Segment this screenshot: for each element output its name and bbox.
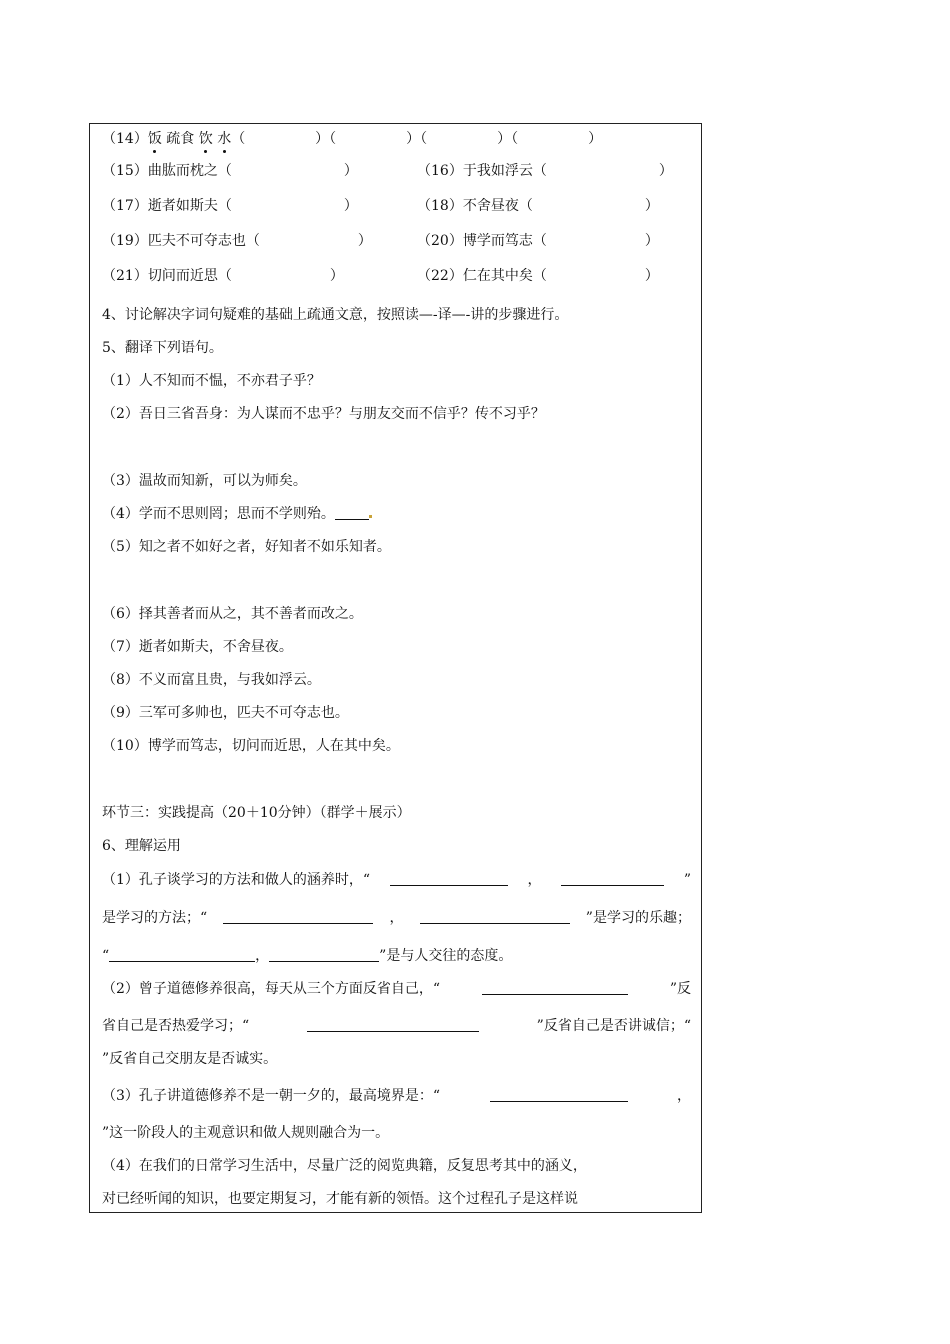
instruction-5: 5、翻译下列语句。	[102, 340, 223, 356]
vocab-item-18: （18）不舍昼夜（ ）	[417, 198, 659, 214]
question-4-line-1	[102, 1157, 691, 1175]
answer-blank[interactable]	[109, 947, 255, 962]
answer-parens: （ ）（ ）（ ）（ ）	[231, 131, 603, 147]
vocab-item-19: （19）匹夫不可夺志也（ ）	[102, 233, 372, 249]
question-4-line-2	[102, 1190, 691, 1208]
item-number: （14）	[102, 131, 148, 147]
sentence-3: （3）温故而知新，可以为师矣。	[102, 473, 307, 489]
question-text: ”反	[669, 981, 691, 997]
question-text: ”是学习的乐趣；	[585, 910, 691, 926]
vocab-item-15: （15）曲肱而枕之（ ）	[102, 163, 358, 179]
question-text: ”反省自己是否讲诚信；“	[536, 1018, 691, 1034]
vocab-item-21: （21）切问而近思（ ）	[102, 268, 344, 284]
sentence-8: （8）不义而富且贵，与我如浮云。	[102, 672, 321, 688]
question-text: （3）孔子讲道德修养不是一朝一夕的，最高境界是：“	[102, 1088, 441, 1104]
word: 疏食	[166, 131, 195, 147]
sentence-9: （9）三军可多帅也，匹夫不可夺志也。	[102, 705, 349, 721]
punct: ”	[683, 872, 691, 888]
dotted-char: 饭	[147, 131, 162, 147]
answer-blank[interactable]	[269, 947, 379, 962]
question-1-line-3	[102, 947, 512, 965]
answer-blank[interactable]	[490, 1087, 628, 1102]
answer-blank[interactable]	[390, 871, 508, 886]
question-text: 对已经听闻的知识，也要定期复习，才能有新的领悟。这个过程孔子是这样说	[102, 1191, 578, 1207]
sentence-7: （7）逝者如斯夫，不舍昼夜。	[102, 639, 293, 655]
sentence-text: （4）学而不思则罔；思而不学则殆。	[102, 506, 335, 522]
sentence-10: （10）博学而笃志，切问而近思，人在其中矣。	[102, 738, 400, 754]
punct: ，	[255, 948, 270, 964]
question-text: 是学习的方法；“	[102, 910, 208, 926]
section-3-heading: 环节三：实践提高（20＋10分钟）（群学＋展示）	[102, 805, 411, 821]
answer-blank[interactable]	[335, 505, 369, 520]
question-3-line-1	[102, 1087, 691, 1105]
punct: ，	[676, 1088, 691, 1104]
punct: ，	[527, 872, 542, 888]
vocab-item-14	[102, 130, 602, 148]
question-3-line-2: ”这一阶段人的主观意识和做人规则融合为一。	[102, 1125, 390, 1141]
sentence-5: （5）知之者不如好之者，好知者不如乐知者。	[102, 539, 391, 555]
answer-blank[interactable]	[561, 871, 664, 886]
vocab-item-16: （16）于我如浮云（ ）	[417, 163, 673, 179]
question-text: 省自己是否热爱学习；“	[102, 1018, 250, 1034]
question-1-line-1	[102, 871, 691, 889]
question-text: （4）在我们的日常学习生活中，尽量广泛的阅览典籍，反复思考其中的涵义，	[102, 1158, 587, 1174]
instruction-4: 4、讨论解决字词句疑难的基础上疏通文意，按照读—-译—-讲的步骤进行。	[102, 307, 569, 323]
sentence-1: （1）人不知而不愠，不亦君子乎？	[102, 373, 321, 389]
dotted-char: 饮	[198, 131, 213, 147]
worksheet-table	[89, 123, 702, 1213]
answer-blank[interactable]	[482, 980, 628, 995]
question-1-line-2	[102, 909, 691, 927]
question-text: （2）曾子道德修养很高，每天从三个方面反省自己，“	[102, 981, 441, 997]
answer-blank[interactable]	[307, 1017, 479, 1032]
question-text: ”是与人交往的态度。	[379, 948, 513, 964]
vocab-item-20: （20）博学而笃志（ ）	[417, 233, 659, 249]
sentence-6: （6）择其善者而从之，其不善者而改之。	[102, 606, 363, 622]
instruction-6: 6、理解运用	[102, 838, 181, 854]
sentence-4	[102, 505, 372, 523]
sentence-2: （2）吾日三省吾身：为人谋而不忠乎？与朋友交而不信乎？传不习乎？	[102, 406, 545, 422]
punct: “	[102, 948, 110, 964]
answer-blank[interactable]	[420, 909, 570, 924]
marker-dot	[369, 515, 372, 518]
question-2-line-2	[102, 1017, 691, 1035]
question-2-line-1	[102, 980, 691, 998]
vocab-item-22: （22）仁在其中矣（ ）	[417, 268, 659, 284]
answer-blank[interactable]	[223, 909, 373, 924]
question-2-line-3: ”反省自己交朋友是否诚实。	[102, 1051, 278, 1067]
punct: ，	[389, 910, 404, 926]
question-text: （1）孔子谈学习的方法和做人的涵养时，“	[102, 872, 371, 888]
vocab-item-17: （17）逝者如斯夫（ ）	[102, 198, 358, 214]
dotted-char: 水	[217, 131, 232, 147]
